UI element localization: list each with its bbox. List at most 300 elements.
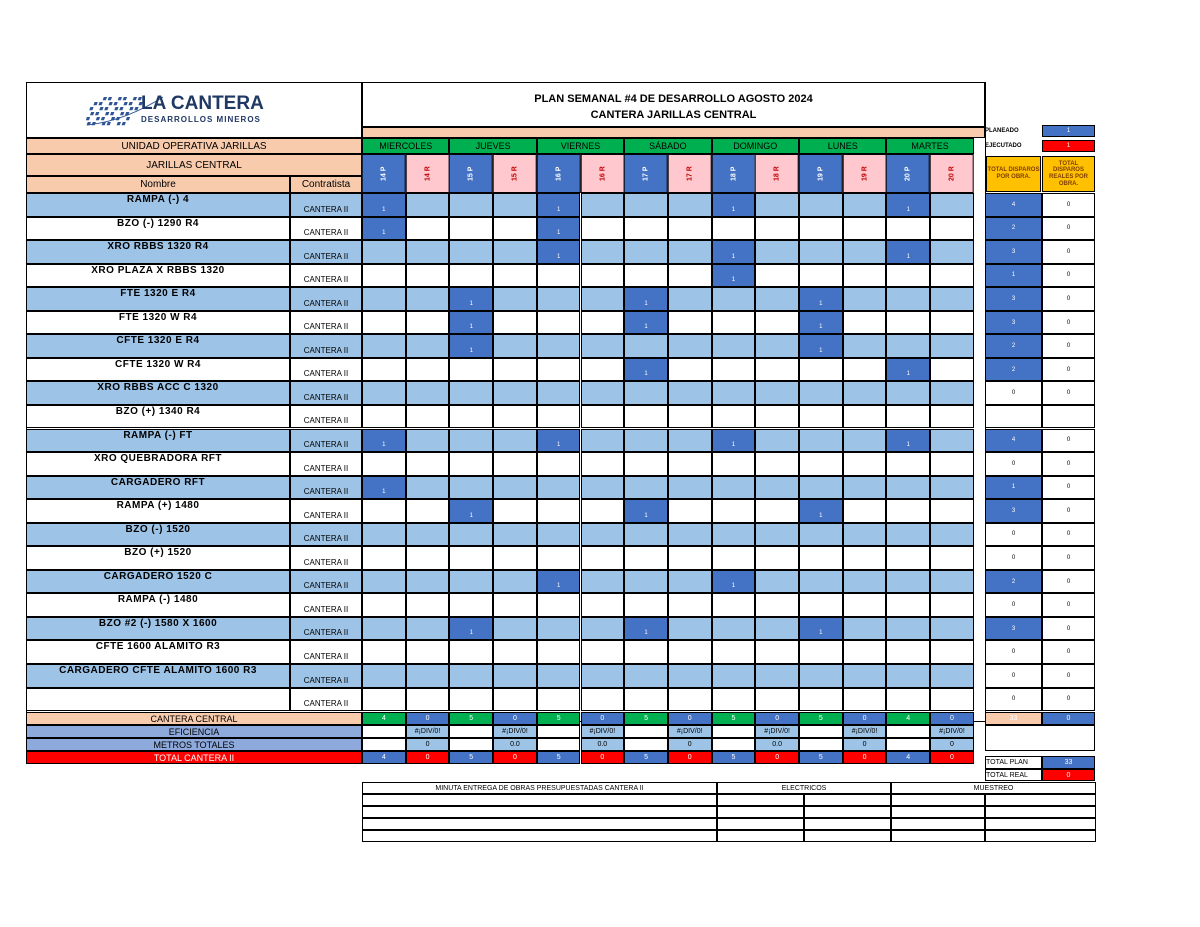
schedule-cell xyxy=(755,546,799,570)
row-contractor: CANTERA II xyxy=(290,429,362,453)
schedule-cell xyxy=(755,640,799,664)
row-contractor: CANTERA II xyxy=(290,688,362,712)
schedule-cell xyxy=(799,476,843,500)
schedule-cell xyxy=(581,217,625,241)
schedule-cell xyxy=(930,688,974,712)
total-cantera-cell: 0 xyxy=(930,751,974,764)
row-name: FTE 1320 W R4 xyxy=(26,311,290,335)
row-total-plan: 2 xyxy=(985,217,1042,241)
schedule-cell xyxy=(362,405,406,429)
row-contractor: CANTERA II xyxy=(290,311,362,335)
planned-mark-cell: 1 xyxy=(449,617,493,641)
schedule-cell xyxy=(712,523,756,547)
minuta-cell xyxy=(362,830,717,842)
schedule-cell xyxy=(799,429,843,453)
eficiencia-cell: #¡DIV/0! xyxy=(406,725,450,738)
schedule-cell xyxy=(493,264,537,288)
row-name: CARGADERO 1520 C xyxy=(26,570,290,594)
total-cantera-cell: 0 xyxy=(581,751,625,764)
schedule-cell xyxy=(668,240,712,264)
total-cantera-label: TOTAL CANTERA II xyxy=(26,751,362,764)
row-total-plan: 0 xyxy=(985,452,1042,476)
schedule-cell xyxy=(493,664,537,688)
schedule-cell xyxy=(668,688,712,712)
eficiencia-cell xyxy=(537,725,581,738)
schedule-cell xyxy=(755,476,799,500)
row-total-real: 0 xyxy=(1042,546,1095,570)
day-header: MARTES xyxy=(886,138,973,154)
central-plan-total: 33 xyxy=(985,712,1042,725)
schedule-cell xyxy=(712,546,756,570)
schedule-cell xyxy=(712,217,756,241)
central-sum-cell: 5 xyxy=(624,712,668,725)
schedule-cell xyxy=(493,546,537,570)
schedule-cell xyxy=(362,287,406,311)
schedule-cell xyxy=(537,264,581,288)
schedule-cell xyxy=(755,523,799,547)
schedule-cell xyxy=(886,405,930,429)
planned-mark-cell: 1 xyxy=(537,217,581,241)
schedule-cell xyxy=(799,546,843,570)
row-name: XRO QUEBRADORA RFT xyxy=(26,452,290,476)
minuta-cell xyxy=(985,806,1096,818)
schedule-cell xyxy=(493,334,537,358)
planned-mark-cell: 1 xyxy=(624,311,668,335)
schedule-cell xyxy=(362,499,406,523)
real-subcolumn-header: 17 R xyxy=(668,154,712,193)
total-cantera-cell: 4 xyxy=(362,751,406,764)
row-name: BZO (+) 1340 R4 xyxy=(26,405,290,429)
schedule-cell xyxy=(843,617,887,641)
schedule-cell xyxy=(799,570,843,594)
schedule-cell xyxy=(449,264,493,288)
schedule-cell xyxy=(712,287,756,311)
schedule-cell xyxy=(799,688,843,712)
minuta-header: MINUTA ENTREGA DE OBRAS PRESUPUESTADAS CANTERA II xyxy=(362,782,717,794)
planned-subcolumn-header: 14 P xyxy=(362,154,406,193)
schedule-cell xyxy=(930,217,974,241)
central-sum-cell: 0 xyxy=(668,712,712,725)
schedule-cell xyxy=(755,381,799,405)
metros-cell: 0 xyxy=(668,738,712,751)
schedule-cell xyxy=(537,452,581,476)
schedule-cell xyxy=(624,429,668,453)
central-sum-cell: 0 xyxy=(581,712,625,725)
minuta-cell xyxy=(362,794,717,806)
schedule-cell xyxy=(843,358,887,382)
metros-cell: 0.0 xyxy=(493,738,537,751)
schedule-cell xyxy=(886,311,930,335)
schedule-cell xyxy=(406,264,450,288)
schedule-cell xyxy=(843,287,887,311)
metros-cell xyxy=(537,738,581,751)
schedule-cell xyxy=(493,311,537,335)
schedule-cell xyxy=(624,570,668,594)
schedule-cell xyxy=(668,264,712,288)
schedule-cell xyxy=(843,640,887,664)
schedule-cell xyxy=(406,240,450,264)
schedule-cell xyxy=(930,264,974,288)
schedule-cell xyxy=(581,193,625,217)
schedule-cell xyxy=(843,429,887,453)
schedule-cell xyxy=(843,546,887,570)
schedule-cell xyxy=(799,217,843,241)
planned-mark-cell: 1 xyxy=(362,476,406,500)
planned-mark-cell: 1 xyxy=(624,499,668,523)
real-subcolumn-header: 19 R xyxy=(843,154,887,193)
row-total-plan: 0 xyxy=(985,546,1042,570)
eficiencia-cell: #¡DIV/0! xyxy=(668,725,712,738)
schedule-cell xyxy=(755,664,799,688)
total-cantera-cell: 5 xyxy=(537,751,581,764)
row-contractor: CANTERA II xyxy=(290,381,362,405)
schedule-cell xyxy=(886,476,930,500)
schedule-cell xyxy=(406,217,450,241)
schedule-cell xyxy=(537,405,581,429)
row-name: RAMPA (-) 1480 xyxy=(26,593,290,617)
schedule-cell xyxy=(537,688,581,712)
row-name: BZO #2 (-) 1580 X 1600 xyxy=(26,617,290,641)
central-sum-cell: 0 xyxy=(755,712,799,725)
row-contractor: CANTERA II xyxy=(290,287,362,311)
row-contractor: CANTERA II xyxy=(290,664,362,688)
minuta-cell xyxy=(804,794,891,806)
schedule-cell xyxy=(755,240,799,264)
total-real-value: 0 xyxy=(1042,769,1095,781)
planned-mark-cell: 1 xyxy=(624,617,668,641)
schedule-cell xyxy=(493,287,537,311)
schedule-cell xyxy=(843,381,887,405)
schedule-cell xyxy=(930,617,974,641)
schedule-cell xyxy=(581,405,625,429)
day-header: SÁBADO xyxy=(624,138,711,154)
schedule-cell xyxy=(362,240,406,264)
schedule-cell xyxy=(624,476,668,500)
schedule-cell xyxy=(843,405,887,429)
row-total-plan: 0 xyxy=(985,523,1042,547)
row-name: RAMPA (+) 1480 xyxy=(26,499,290,523)
schedule-cell xyxy=(930,381,974,405)
row-name xyxy=(26,688,290,712)
schedule-cell xyxy=(449,523,493,547)
legend-ejecutado-label: EJECUTADO xyxy=(985,143,1022,149)
schedule-cell xyxy=(930,452,974,476)
schedule-cell xyxy=(449,570,493,594)
schedule-cell xyxy=(624,640,668,664)
logo-title: LA CANTERA xyxy=(141,93,264,114)
schedule-cell xyxy=(799,593,843,617)
schedule-cell xyxy=(668,452,712,476)
schedule-cell xyxy=(362,664,406,688)
schedule-cell xyxy=(406,523,450,547)
schedule-cell xyxy=(449,452,493,476)
schedule-cell xyxy=(624,193,668,217)
schedule-cell xyxy=(712,499,756,523)
schedule-cell xyxy=(886,452,930,476)
schedule-cell xyxy=(581,688,625,712)
schedule-cell xyxy=(449,546,493,570)
schedule-cell xyxy=(843,476,887,500)
schedule-cell xyxy=(493,570,537,594)
total-plan-value: 33 xyxy=(1042,756,1095,769)
schedule-cell xyxy=(362,546,406,570)
schedule-cell xyxy=(799,264,843,288)
schedule-cell xyxy=(581,570,625,594)
eficiencia-cell: #¡DIV/0! xyxy=(930,725,974,738)
schedule-cell xyxy=(886,570,930,594)
schedule-cell xyxy=(449,405,493,429)
schedule-cell xyxy=(581,452,625,476)
row-total-plan: 0 xyxy=(985,640,1042,664)
schedule-cell xyxy=(581,240,625,264)
schedule-cell xyxy=(362,617,406,641)
page-subtitle: CANTERA JARILLAS CENTRAL xyxy=(590,109,757,121)
schedule-cell xyxy=(581,476,625,500)
row-total-plan: 1 xyxy=(985,476,1042,500)
total-cantera-cell: 0 xyxy=(755,751,799,764)
schedule-cell xyxy=(712,452,756,476)
schedule-cell xyxy=(449,358,493,382)
schedule-cell xyxy=(930,405,974,429)
central-sum-cell: 5 xyxy=(449,712,493,725)
row-total-plan xyxy=(985,405,1042,429)
metros-label: METROS TOTALES xyxy=(26,738,362,751)
metros-cell xyxy=(624,738,668,751)
row-total-plan: 2 xyxy=(985,334,1042,358)
planned-subcolumn-header: 16 P xyxy=(537,154,581,193)
schedule-cell xyxy=(362,688,406,712)
eficiencia-cell xyxy=(362,725,406,738)
row-name: BZO (-) 1290 R4 xyxy=(26,217,290,241)
schedule-cell xyxy=(493,688,537,712)
row-name: BZO (-) 1520 xyxy=(26,523,290,547)
row-total-real: 0 xyxy=(1042,570,1095,594)
schedule-cell xyxy=(449,240,493,264)
row-total-plan: 3 xyxy=(985,499,1042,523)
schedule-cell xyxy=(581,499,625,523)
title-strip xyxy=(362,127,985,138)
schedule-cell xyxy=(668,570,712,594)
schedule-cell xyxy=(581,617,625,641)
schedule-cell xyxy=(406,193,450,217)
row-name: CARGADERO CFTE ALAMITO 1600 R3 xyxy=(26,664,290,688)
schedule-cell xyxy=(537,311,581,335)
central-sum-cell: 5 xyxy=(712,712,756,725)
schedule-cell xyxy=(886,617,930,641)
schedule-cell xyxy=(930,287,974,311)
planned-mark-cell: 1 xyxy=(799,617,843,641)
row-total-real: 0 xyxy=(1042,593,1095,617)
row-total-real: 0 xyxy=(1042,311,1095,335)
row-total-real: 0 xyxy=(1042,452,1095,476)
schedule-cell xyxy=(406,499,450,523)
schedule-cell xyxy=(930,476,974,500)
schedule-cell xyxy=(755,264,799,288)
row-total-real: 0 xyxy=(1042,217,1095,241)
schedule-cell xyxy=(930,429,974,453)
row-total-real: 0 xyxy=(1042,381,1095,405)
minuta-cell xyxy=(804,818,891,830)
schedule-cell xyxy=(886,664,930,688)
schedule-cell xyxy=(581,264,625,288)
row-total-plan: 2 xyxy=(985,570,1042,594)
total-real-label: TOTAL REAL xyxy=(985,769,1042,781)
schedule-cell xyxy=(624,217,668,241)
central-sum-cell: 5 xyxy=(537,712,581,725)
schedule-cell xyxy=(362,264,406,288)
planned-mark-cell: 1 xyxy=(624,287,668,311)
schedule-cell xyxy=(668,217,712,241)
schedule-cell xyxy=(449,593,493,617)
schedule-cell xyxy=(493,499,537,523)
planned-mark-cell: 1 xyxy=(712,193,756,217)
planned-mark-cell: 1 xyxy=(886,240,930,264)
row-name: CFTE 1600 ALAMITO R3 xyxy=(26,640,290,664)
planned-mark-cell: 1 xyxy=(712,570,756,594)
schedule-cell xyxy=(581,334,625,358)
minuta-cell xyxy=(985,794,1096,806)
schedule-cell xyxy=(406,334,450,358)
eficiencia-cell: #¡DIV/0! xyxy=(755,725,799,738)
schedule-cell xyxy=(843,240,887,264)
schedule-cell xyxy=(668,311,712,335)
planned-mark-cell: 1 xyxy=(886,358,930,382)
schedule-cell xyxy=(406,593,450,617)
row-total-plan: 0 xyxy=(985,381,1042,405)
metros-cell xyxy=(712,738,756,751)
minuta-cell xyxy=(891,818,985,830)
schedule-cell xyxy=(406,546,450,570)
total-cantera-cell: 0 xyxy=(406,751,450,764)
schedule-cell xyxy=(930,499,974,523)
row-contractor: CANTERA II xyxy=(290,546,362,570)
zona-label: JARILLAS CENTRAL xyxy=(26,154,362,176)
schedule-cell xyxy=(843,523,887,547)
eficiencia-cell xyxy=(886,725,930,738)
schedule-cell xyxy=(930,546,974,570)
schedule-cell xyxy=(886,523,930,547)
schedule-cell xyxy=(755,217,799,241)
total-cantera-cell: 5 xyxy=(624,751,668,764)
schedule-cell xyxy=(362,570,406,594)
schedule-cell xyxy=(581,546,625,570)
schedule-cell xyxy=(843,264,887,288)
schedule-cell xyxy=(886,688,930,712)
eficiencia-cell: #¡DIV/0! xyxy=(581,725,625,738)
schedule-cell xyxy=(755,287,799,311)
planned-subcolumn-header: 20 P xyxy=(886,154,930,193)
row-name: RAMPA (-) 4 xyxy=(26,193,290,217)
schedule-cell xyxy=(493,523,537,547)
schedule-cell xyxy=(930,334,974,358)
row-total-plan: 2 xyxy=(985,358,1042,382)
legend-planeado-swatch: 1 xyxy=(1042,125,1095,137)
central-sum-cell: 0 xyxy=(843,712,887,725)
schedule-cell xyxy=(712,617,756,641)
planned-mark-cell: 1 xyxy=(886,429,930,453)
day-header: VIERNES xyxy=(537,138,624,154)
row-contractor: CANTERA II xyxy=(290,617,362,641)
schedule-cell xyxy=(712,664,756,688)
planned-subcolumn-header: 18 P xyxy=(712,154,756,193)
row-contractor: CANTERA II xyxy=(290,334,362,358)
schedule-cell xyxy=(668,640,712,664)
legend-ejecutado-swatch: 1 xyxy=(1042,140,1095,152)
schedule-cell xyxy=(624,405,668,429)
row-contractor: CANTERA II xyxy=(290,358,362,382)
minuta-cell xyxy=(891,794,985,806)
schedule-cell xyxy=(755,429,799,453)
total-cantera-cell: 5 xyxy=(799,751,843,764)
row-total-plan: 0 xyxy=(985,664,1042,688)
row-total-plan: 3 xyxy=(985,240,1042,264)
planned-mark-cell: 1 xyxy=(449,311,493,335)
schedule-cell xyxy=(406,640,450,664)
central-real-total: 0 xyxy=(1042,712,1095,725)
schedule-cell xyxy=(843,334,887,358)
schedule-cell xyxy=(755,405,799,429)
day-header: DOMINGO xyxy=(712,138,799,154)
metros-cell xyxy=(362,738,406,751)
row-contractor: CANTERA II xyxy=(290,240,362,264)
schedule-cell xyxy=(581,523,625,547)
metros-cell: 0.0 xyxy=(755,738,799,751)
minuta-cell xyxy=(985,830,1096,842)
contratista-header: Contratista xyxy=(290,176,362,193)
schedule-cell xyxy=(406,570,450,594)
schedule-cell xyxy=(712,640,756,664)
row-total-real: 0 xyxy=(1042,640,1095,664)
schedule-cell xyxy=(843,593,887,617)
schedule-cell xyxy=(449,217,493,241)
row-name: XRO RBBS ACC C 1320 xyxy=(26,381,290,405)
schedule-cell xyxy=(493,358,537,382)
schedule-cell xyxy=(493,640,537,664)
planned-mark-cell: 1 xyxy=(449,334,493,358)
schedule-cell xyxy=(668,523,712,547)
page-title: PLAN SEMANAL #4 DE DESARROLLO AGOSTO 2024 xyxy=(534,93,813,105)
planned-subcolumn-header: 17 P xyxy=(624,154,668,193)
schedule-cell xyxy=(624,664,668,688)
schedule-cell xyxy=(624,593,668,617)
schedule-cell xyxy=(668,476,712,500)
schedule-cell xyxy=(886,546,930,570)
central-sum-cell: 4 xyxy=(362,712,406,725)
schedule-cell xyxy=(537,617,581,641)
eficiencia-cell xyxy=(624,725,668,738)
schedule-cell xyxy=(755,311,799,335)
schedule-cell xyxy=(624,688,668,712)
schedule-cell xyxy=(799,452,843,476)
schedule-cell xyxy=(799,664,843,688)
schedule-cell xyxy=(755,452,799,476)
day-header: JUEVES xyxy=(449,138,536,154)
schedule-cell xyxy=(624,546,668,570)
logo-block xyxy=(26,82,362,138)
schedule-cell xyxy=(581,311,625,335)
schedule-cell xyxy=(362,358,406,382)
schedule-cell xyxy=(581,429,625,453)
schedule-cell xyxy=(930,193,974,217)
planned-mark-cell: 1 xyxy=(799,334,843,358)
schedule-cell xyxy=(712,381,756,405)
schedule-cell xyxy=(449,193,493,217)
row-total-real: 0 xyxy=(1042,523,1095,547)
schedule-cell xyxy=(886,499,930,523)
row-total-real: 0 xyxy=(1042,476,1095,500)
schedule-cell xyxy=(362,593,406,617)
eficiencia-cell xyxy=(799,725,843,738)
